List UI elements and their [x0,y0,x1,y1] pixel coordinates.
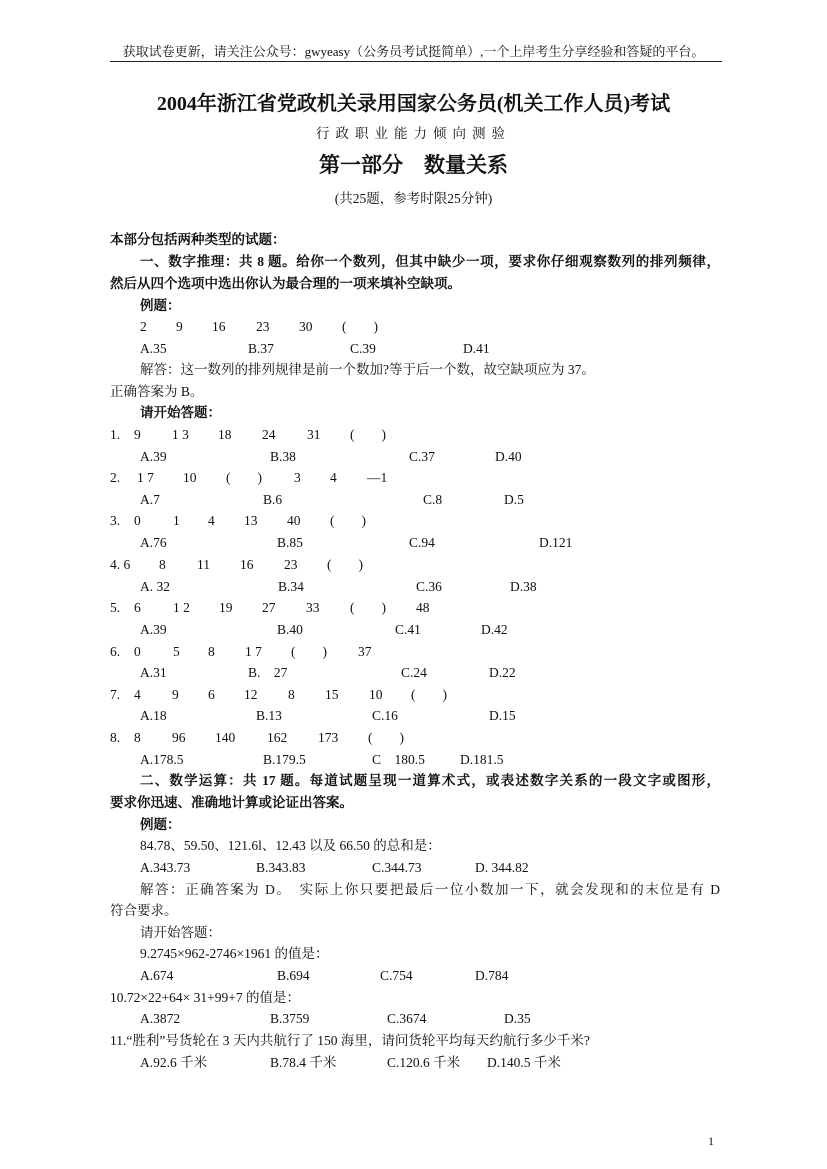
seq-term: 31 [307,427,321,442]
seq-term: 0 [134,513,141,528]
question-11: 11.“胜利”号货轮在 3 天内共航行了 150 海里，请问货轮平均每天约航行多少千米? [110,1033,590,1048]
seq-term: 1 7 [137,470,154,485]
option: C.8 [423,492,443,507]
seq-term: 4 [134,687,141,702]
option: C.16 [372,708,398,723]
intro-text: 本部分包括两种类型的试题： [110,232,286,247]
seq-term: 24 [262,427,276,442]
option: B.13 [256,708,282,723]
option: A.31 [140,665,167,680]
option: D.42 [481,622,508,637]
option: D.15 [489,708,516,723]
section2-heading-cont: 要求你迅速、准确地计算或论证出答案。 [110,795,353,810]
option: C.39 [350,341,376,356]
seq-term: 4 [330,470,337,485]
seq-term: 19 [219,600,233,615]
option: D.22 [489,665,516,680]
option: B.85 [277,535,303,550]
seq-term: 2 [140,319,147,334]
option: A.92.6 千米 [140,1055,208,1070]
option: A.3872 [140,1011,181,1026]
option: A.18 [140,708,167,723]
question-number: 2. [110,470,121,485]
seq-blank: ( ) [330,513,366,528]
question-number: 5. [110,600,121,615]
seq-term: 1 3 [172,427,189,442]
option: B.6 [263,492,283,507]
seq-term: 8 [288,687,295,702]
option: C.37 [409,449,435,464]
header-note: 获取试卷更新，请关注公众号：gwyeasy（公务员考试挺简单）,一个上岸考生分享经验和答疑的平台。 [122,44,705,59]
seq-term: 40 [287,513,301,528]
seq-term: 9 [134,427,141,442]
option: B.694 [277,968,310,983]
example-answer-2-cont: 符合要求。 [110,903,178,918]
option: A.343.73 [140,860,191,875]
seq-term: 173 [318,730,339,745]
seq-blank: ( ) [327,557,363,572]
seq-blank: ( ) [411,687,447,702]
section1-heading: 一、数字推理：共 8 题。给你一个数列，但其中缺少一项，要求你仔细观察数列的排列频律， [140,254,720,269]
seq-term: 8 [134,730,141,745]
seq-blank: ( ) [342,319,378,334]
seq-term: 162 [267,730,288,745]
option: D.181.5 [460,752,504,767]
option: B.343.83 [256,860,306,875]
option: D.41 [463,341,490,356]
seq-term: 3 [294,470,301,485]
seq-term: 8 [159,557,166,572]
option: C.24 [401,665,427,680]
option: C 180.5 [372,752,425,767]
seq-term: 6 [208,687,215,702]
start-label-2: 请开始答题： [140,925,221,940]
example-label-2: 例题： [140,817,181,832]
example-answer-cont: 正确答案为 B。 [110,384,204,399]
option: B.34 [278,579,304,594]
option: D.35 [504,1011,531,1026]
seq-blank: ( ) [291,644,327,659]
option: A.35 [140,341,167,356]
seq-term: 33 [306,600,320,615]
part-title: 第一部分 数量关系 [319,153,508,177]
question-number: 6. [110,644,121,659]
exam-subtitle: 行政职业能力倾向测验 [316,126,511,141]
seq-term: 10 [369,687,383,702]
question-number: 7. [110,687,121,702]
page-number: 1 [708,1134,714,1148]
option: D.784 [475,968,509,983]
option: C.120.6 千米 [387,1055,461,1070]
seq-term: 27 [262,600,276,615]
seq-term: 18 [218,427,232,442]
seq-term: 37 [358,644,372,659]
seq-term: 16 [240,557,254,572]
option: D.38 [510,579,537,594]
seq-term: 1 2 [173,600,190,615]
option: A.178.5 [140,752,184,767]
option: B. 27 [248,665,288,680]
seq-term: 10 [183,470,197,485]
seq-term: 23 [284,557,298,572]
seq-term: 8 [208,644,215,659]
seq-term: 9 [172,687,179,702]
section1-heading-cont: 然后从四个选项中选出你认为最合理的一项来填补空缺项。 [110,276,461,291]
start-label: 请开始答题： [140,405,221,420]
option: A.39 [140,449,167,464]
option: C.41 [395,622,421,637]
example-answer-2: 解答：正确答案为 D。 实际上你只要把最后一位小数加一下，就会发现和的末位是有 D [140,882,720,897]
option: B.3759 [270,1011,310,1026]
seq-term: 6 [134,600,141,615]
question-number: 8. [110,730,121,745]
option: B.37 [248,341,274,356]
option: D.5 [504,492,524,507]
seq-blank: ( ) [226,470,262,485]
section2-heading: 二、数学运算：共 17 题。每道试题呈现一道算术式，或表述数字关系的一段文字或图形， [140,773,720,788]
option: C.344.73 [372,860,422,875]
part-info: (共25题，参考时限25分钟) [334,191,493,206]
option: D.140.5 千米 [487,1055,561,1070]
seq-term: 13 [244,513,258,528]
example-answer: 解答：这一数列的排列规律是前一个数加?等于后一个数，故空缺项应为 37。 [140,362,595,377]
seq-term: 23 [256,319,270,334]
exam-title: 2004年浙江省党政机关录用国家公务员(机关工作人员)考试 [156,93,671,115]
option: D. 344.82 [475,860,529,875]
example-label: 例题： [140,298,181,313]
seq-blank: ( ) [368,730,404,745]
seq-term: 12 [244,687,258,702]
seq-term: 1 [173,513,180,528]
option: C.3674 [387,1011,427,1026]
option: B.179.5 [263,752,306,767]
option: A.674 [140,968,174,983]
seq-term: 0 [134,644,141,659]
option: A.76 [140,535,167,550]
seq-term: 11 [197,557,210,572]
option: D.40 [495,449,522,464]
option: A.7 [140,492,160,507]
header-divider [110,61,722,62]
option: B.40 [277,622,303,637]
seq-term: 48 [416,600,430,615]
option: A. 32 [140,579,170,594]
question-number: 4. 6 [110,557,131,572]
option: C.94 [409,535,435,550]
option: B.38 [270,449,296,464]
seq-blank: ( ) [350,600,386,615]
option: D.121 [539,535,573,550]
seq-term: 16 [212,319,226,334]
seq-term: 9 [176,319,183,334]
option: C.36 [416,579,442,594]
seq-term: 15 [325,687,339,702]
seq-term: 30 [299,319,313,334]
option: A.39 [140,622,167,637]
question-10: 10.72×22+64× 31+99+7 的值是： [110,990,300,1005]
option: C.754 [380,968,413,983]
seq-term: 4 [208,513,215,528]
seq-term: —1 [367,470,388,485]
option: B.78.4 千米 [270,1055,337,1070]
seq-term: 140 [215,730,236,745]
seq-term: 96 [172,730,186,745]
seq-term: 5 [173,644,180,659]
example-question-2: 84.78、59.50、121.6l、12.43 以及 66.50 的总和是： [140,838,441,853]
question-9: 9.2745×962-2746×1961 的值是： [140,946,329,961]
seq-term: 1 7 [245,644,262,659]
question-number: 3. [110,513,121,528]
question-number: 1. [110,427,121,442]
seq-blank: ( ) [350,427,386,442]
